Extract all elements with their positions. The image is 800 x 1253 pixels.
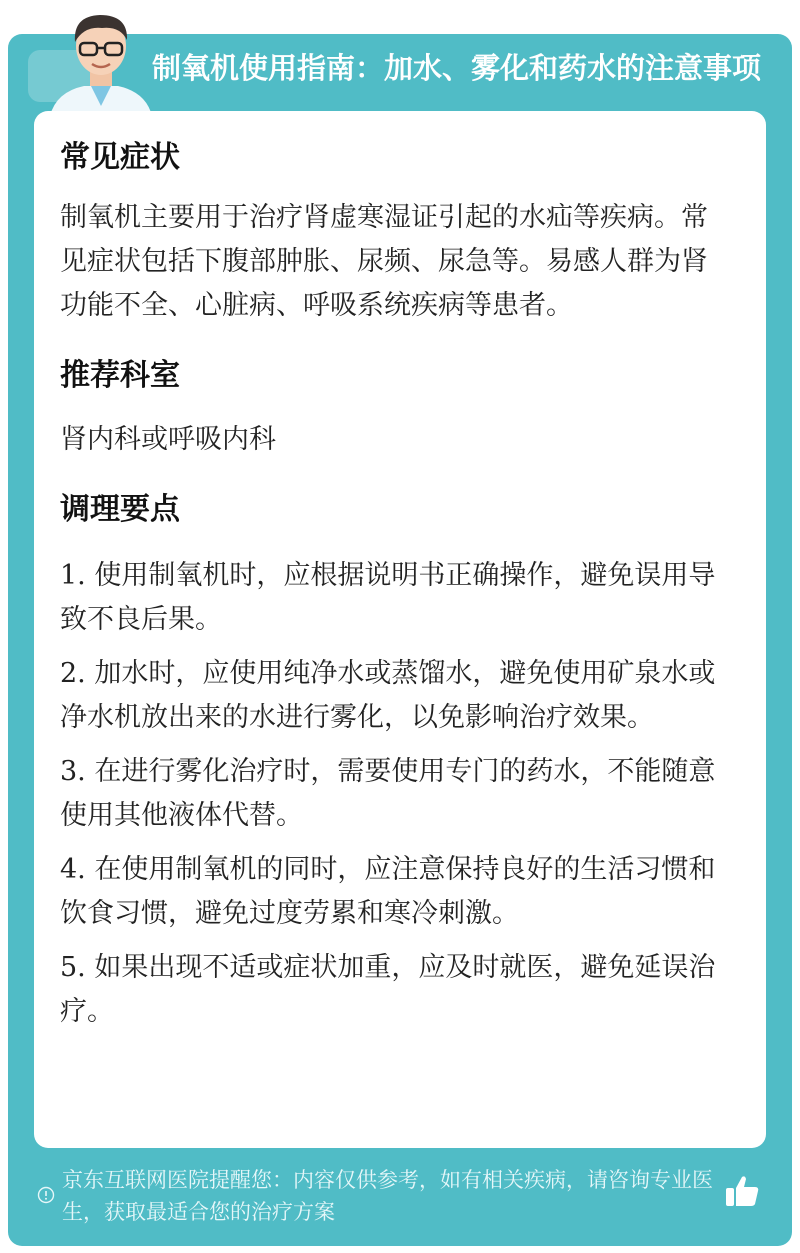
symptoms-heading: 常见症状 bbox=[60, 140, 180, 175]
section-symptoms bbox=[60, 128, 725, 328]
list-item-text: 使用制氧机时，应根据说明书正确操作，避免误用导致不良后果。 bbox=[60, 560, 716, 635]
symptoms-body: 制氧机主要用于治疗肾虚寒湿证引起的水疝等疾病。常见症状包括下腹部肿胀、尿频、尿急等。易感人群为肾功能不全、心脏病、呼吸系统疾病等患者。 bbox=[60, 202, 708, 321]
list-item bbox=[60, 946, 725, 1034]
list-item-number: 4. bbox=[60, 854, 86, 885]
list-item-text: 在进行雾化治疗时，需要使用专门的药水，不能随意使用其他液体代替。 bbox=[60, 756, 716, 831]
list-item bbox=[60, 848, 725, 936]
thumbs-up-icon[interactable] bbox=[724, 1174, 760, 1208]
list-item-number: 3. bbox=[60, 756, 86, 787]
department-heading: 推荐科室 bbox=[60, 358, 180, 393]
section-care bbox=[60, 480, 725, 1034]
article-content bbox=[60, 128, 725, 1044]
info-icon bbox=[37, 1186, 55, 1204]
list-item-number: 5. bbox=[60, 952, 86, 983]
list-item bbox=[60, 652, 725, 740]
list-item bbox=[60, 554, 725, 642]
care-list bbox=[60, 554, 725, 1034]
list-item-number: 2. bbox=[60, 658, 86, 689]
disclaimer-text: 京东互联网医院提醒您：内容仅供参考，如有相关疾病，请咨询专业医生，获取最适合您的治疗方案 bbox=[62, 1168, 713, 1224]
section-department bbox=[60, 346, 725, 462]
list-item-text: 加水时，应使用纯净水或蒸馏水，避免使用矿泉水或净水机放出来的水进行雾化，以免影响治疗效果。 bbox=[60, 658, 716, 733]
page-title: 制氧机使用指南：加水、雾化和药水的注意事项 bbox=[152, 52, 762, 85]
list-item-number: 1. bbox=[60, 560, 86, 591]
department-body: 肾内科或呼吸内科 bbox=[60, 424, 276, 455]
list-item-text: 如果出现不适或症状加重，应及时就医，避免延误治疗。 bbox=[60, 952, 716, 1027]
care-heading: 调理要点 bbox=[60, 492, 180, 527]
doctor-avatar bbox=[42, 6, 160, 116]
list-item-text: 在使用制氧机的同时，应注意保持良好的生活习惯和饮食习惯，避免过度劳累和寒冷刺激。 bbox=[60, 854, 716, 929]
list-item bbox=[60, 750, 725, 838]
